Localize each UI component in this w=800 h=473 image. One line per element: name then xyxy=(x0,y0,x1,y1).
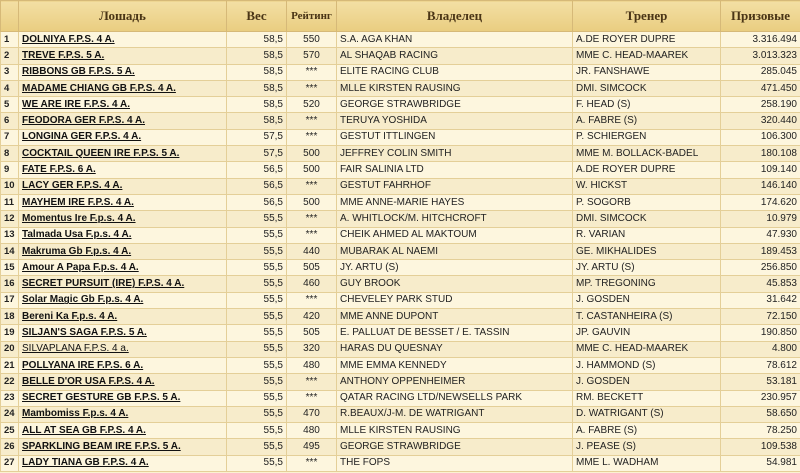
table-row xyxy=(1,80,800,96)
weight-cell: 55,5 xyxy=(227,292,287,308)
row-number: 21 xyxy=(1,357,19,373)
table-row xyxy=(1,374,800,390)
horse-cell xyxy=(19,423,227,439)
horse-name-link[interactable]: COCKTAIL QUEEN IRE F.P.S. 5 A. xyxy=(22,147,180,159)
trainer-cell: MME C. HEAD-MAAREK xyxy=(573,341,721,357)
prize-cell: 31.642 xyxy=(721,292,800,308)
table-row xyxy=(1,406,800,422)
table-row xyxy=(1,390,800,406)
horse-name-link[interactable]: SECRET PURSUIT (IRE) F.P.S. 4 A. xyxy=(22,278,185,290)
prize-cell: 58.650 xyxy=(721,406,800,422)
trainer-cell: A. FABRE (S) xyxy=(573,113,721,129)
prize-cell: 106.300 xyxy=(721,129,800,145)
weight-cell: 55,5 xyxy=(227,357,287,373)
horse-name-link[interactable]: TREVE F.P.S. 5 A. xyxy=(22,49,105,61)
rating-cell: *** xyxy=(287,227,337,243)
horse-name-link[interactable]: SILJAN'S SAGA F.P.S. 5 A. xyxy=(22,326,147,338)
table-header xyxy=(1,1,800,32)
horse-name-link[interactable]: FATE F.P.S. 6 A. xyxy=(22,164,96,176)
horse-cell xyxy=(19,64,227,80)
row-number: 15 xyxy=(1,260,19,276)
table-row xyxy=(1,309,800,325)
horse-name-link[interactable]: MADAME CHIANG GB F.P.S. 4 A. xyxy=(22,82,176,94)
trainer-cell: J. GOSDEN xyxy=(573,374,721,390)
rating-cell: 420 xyxy=(287,309,337,325)
rating-cell: 520 xyxy=(287,97,337,113)
owner-cell: MLLE KIRSTEN RAUSING xyxy=(337,80,573,96)
owner-cell: GEORGE STRAWBRIDGE xyxy=(337,97,573,113)
owner-cell: GESTUT ITTLINGEN xyxy=(337,129,573,145)
rating-cell: 505 xyxy=(287,325,337,341)
prize-cell: 54.981 xyxy=(721,455,800,471)
owner-cell: GUY BROOK xyxy=(337,276,573,292)
row-number: 19 xyxy=(1,325,19,341)
rating-cell: 500 xyxy=(287,162,337,178)
owner-cell: MME EMMA KENNEDY xyxy=(337,357,573,373)
table-row xyxy=(1,146,800,162)
prize-cell: 189.453 xyxy=(721,243,800,259)
owner-cell: QATAR RACING LTD/NEWSELLS PARK xyxy=(337,390,573,406)
horse-cell xyxy=(19,178,227,194)
rating-cell: *** xyxy=(287,374,337,390)
row-number: 1 xyxy=(1,32,19,48)
rating-cell: 470 xyxy=(287,406,337,422)
table-row xyxy=(1,243,800,259)
weight-cell: 57,5 xyxy=(227,129,287,145)
horse-name-link[interactable]: Amour A Papa F.p.s. 4 A. xyxy=(22,261,139,273)
row-number: 24 xyxy=(1,406,19,422)
row-number: 18 xyxy=(1,309,19,325)
weight-cell: 57,5 xyxy=(227,146,287,162)
table-row xyxy=(1,97,800,113)
horse-name-link[interactable]: SECRET GESTURE GB F.P.S. 5 A. xyxy=(22,392,181,404)
rating-cell: *** xyxy=(287,113,337,129)
prize-cell: 10.979 xyxy=(721,211,800,227)
trainer-cell: MP. TREGONING xyxy=(573,276,721,292)
horse-cell xyxy=(19,390,227,406)
rating-cell: 570 xyxy=(287,48,337,64)
owner-cell: ANTHONY OPPENHEIMER xyxy=(337,374,573,390)
weight-cell: 55,5 xyxy=(227,374,287,390)
trainer-cell: MME M. BOLLACK-BADEL xyxy=(573,146,721,162)
horse-name-link[interactable]: Solar Magic Gb F.p.s. 4 A. xyxy=(22,294,144,306)
row-number: 17 xyxy=(1,292,19,308)
prize-cell: 285.045 xyxy=(721,64,800,80)
rating-cell: 550 xyxy=(287,32,337,48)
prize-cell: 109.538 xyxy=(721,439,800,455)
horse-cell xyxy=(19,309,227,325)
header-horse: Лошадь xyxy=(19,1,227,32)
rating-cell: *** xyxy=(287,390,337,406)
row-number: 7 xyxy=(1,129,19,145)
horse-name-link[interactable]: Makruma Gb F.p.s. 4 A. xyxy=(22,245,132,257)
trainer-cell: MME L. WADHAM xyxy=(573,455,721,471)
prize-cell: 109.140 xyxy=(721,162,800,178)
table-row xyxy=(1,423,800,439)
table-row xyxy=(1,439,800,455)
table-row xyxy=(1,227,800,243)
header-prize: Призовые xyxy=(721,1,800,32)
horse-cell xyxy=(19,455,227,471)
trainer-cell: A.DE ROYER DUPRE xyxy=(573,32,721,48)
weight-cell: 55,5 xyxy=(227,341,287,357)
prize-cell: 146.140 xyxy=(721,178,800,194)
table-row xyxy=(1,260,800,276)
row-number: 25 xyxy=(1,423,19,439)
owner-cell: ELITE RACING CLUB xyxy=(337,64,573,80)
rating-cell: 495 xyxy=(287,439,337,455)
owner-cell: JEFFREY COLIN SMITH xyxy=(337,146,573,162)
row-number: 13 xyxy=(1,227,19,243)
weight-cell: 58,5 xyxy=(227,113,287,129)
horse-name-link[interactable]: Mambomiss F.p.s. 4 A. xyxy=(22,408,129,420)
weight-cell: 56,5 xyxy=(227,178,287,194)
table-row xyxy=(1,162,800,178)
row-number: 16 xyxy=(1,276,19,292)
row-number: 6 xyxy=(1,113,19,129)
horse-cell xyxy=(19,97,227,113)
trainer-cell: DMI. SIMCOCK xyxy=(573,211,721,227)
weight-cell: 56,5 xyxy=(227,194,287,210)
trainer-cell: DMI. SIMCOCK xyxy=(573,80,721,96)
horse-cell xyxy=(19,48,227,64)
weight-cell: 56,5 xyxy=(227,162,287,178)
horse-cell xyxy=(19,260,227,276)
horse-name-link[interactable]: LADY TIANA GB F.P.S. 4 A. xyxy=(22,457,149,469)
horse-cell xyxy=(19,357,227,373)
table-row xyxy=(1,325,800,341)
table-row xyxy=(1,178,800,194)
header-row xyxy=(1,1,800,32)
owner-cell: CHEIK AHMED AL MAKTOUM xyxy=(337,227,573,243)
header-weight: Вес xyxy=(227,1,287,32)
trainer-cell: JY. ARTU (S) xyxy=(573,260,721,276)
owner-cell: THE FOPS xyxy=(337,455,573,471)
prize-cell: 174.620 xyxy=(721,194,800,210)
table-row xyxy=(1,455,800,471)
horse-cell xyxy=(19,211,227,227)
trainer-cell: F. HEAD (S) xyxy=(573,97,721,113)
prize-cell: 3.316.494 xyxy=(721,32,800,48)
owner-cell: GESTUT FAHRHOF xyxy=(337,178,573,194)
row-number: 5 xyxy=(1,97,19,113)
trainer-cell: T. CASTANHEIRA (S) xyxy=(573,309,721,325)
horse-cell xyxy=(19,439,227,455)
horse-cell xyxy=(19,129,227,145)
trainer-cell: GE. MIKHALIDES xyxy=(573,243,721,259)
row-number: 3 xyxy=(1,64,19,80)
horse-cell xyxy=(19,406,227,422)
weight-cell: 55,5 xyxy=(227,439,287,455)
horse-name-link[interactable]: DOLNIYA F.P.S. 4 A. xyxy=(22,33,115,45)
header-rating: Рейтинг xyxy=(287,1,337,32)
trainer-cell: D. WATRIGANT (S) xyxy=(573,406,721,422)
rating-cell: 480 xyxy=(287,357,337,373)
owner-cell: CHEVELEY PARK STUD xyxy=(337,292,573,308)
horse-name-link[interactable]: FEODORA GER F.P.S. 4 A. xyxy=(22,115,145,127)
header-number xyxy=(1,1,19,32)
table-row xyxy=(1,211,800,227)
weight-cell: 58,5 xyxy=(227,48,287,64)
trainer-cell: P. SOGORB xyxy=(573,194,721,210)
owner-cell: MLLE KIRSTEN RAUSING xyxy=(337,423,573,439)
trainer-cell: MME C. HEAD-MAAREK xyxy=(573,48,721,64)
horse-cell xyxy=(19,341,227,357)
prize-cell: 47.930 xyxy=(721,227,800,243)
weight-cell: 55,5 xyxy=(227,211,287,227)
horse-cell xyxy=(19,292,227,308)
horse-name-link[interactable]: ALL AT SEA GB F.P.S. 4 A. xyxy=(22,424,146,436)
row-number: 27 xyxy=(1,455,19,471)
prize-cell: 180.108 xyxy=(721,146,800,162)
horse-cell xyxy=(19,325,227,341)
rating-cell: 500 xyxy=(287,146,337,162)
prize-cell: 72.150 xyxy=(721,309,800,325)
owner-cell: E. PALLUAT DE BESSET / E. TASSIN xyxy=(337,325,573,341)
weight-cell: 55,5 xyxy=(227,325,287,341)
table-row xyxy=(1,292,800,308)
table-row xyxy=(1,357,800,373)
table-row xyxy=(1,129,800,145)
table-row xyxy=(1,341,800,357)
weight-cell: 55,5 xyxy=(227,406,287,422)
weight-cell: 58,5 xyxy=(227,80,287,96)
weight-cell: 55,5 xyxy=(227,227,287,243)
table-row xyxy=(1,194,800,210)
weight-cell: 55,5 xyxy=(227,276,287,292)
horse-name-link[interactable]: Momentus Ire F.p.s. 4 A. xyxy=(22,212,136,224)
horse-name-link[interactable]: POLLYANA IRE F.P.S. 6 A. xyxy=(22,359,144,371)
rating-cell: *** xyxy=(287,455,337,471)
horse-cell xyxy=(19,374,227,390)
owner-cell: MME ANNE DUPONT xyxy=(337,309,573,325)
rating-cell: 500 xyxy=(287,194,337,210)
horse-name-link[interactable]: SPARKLING BEAM IRE F.P.S. 5 A. xyxy=(22,441,181,453)
trainer-cell: J. HAMMOND (S) xyxy=(573,357,721,373)
horse-cell xyxy=(19,32,227,48)
table-row xyxy=(1,48,800,64)
rating-cell: 440 xyxy=(287,243,337,259)
owner-cell: TERUYA YOSHIDA xyxy=(337,113,573,129)
prize-cell: 256.850 xyxy=(721,260,800,276)
row-number: 10 xyxy=(1,178,19,194)
owner-cell: AL SHAQAB RACING xyxy=(337,48,573,64)
horse-cell xyxy=(19,194,227,210)
trainer-cell: W. HICKST xyxy=(573,178,721,194)
row-number: 23 xyxy=(1,390,19,406)
rating-cell: *** xyxy=(287,292,337,308)
table-row xyxy=(1,64,800,80)
horse-name-link[interactable]: RIBBONS GB F.P.S. 5 A. xyxy=(22,66,135,78)
rating-cell: *** xyxy=(287,80,337,96)
row-number: 2 xyxy=(1,48,19,64)
prize-cell: 471.450 xyxy=(721,80,800,96)
trainer-cell: J. GOSDEN xyxy=(573,292,721,308)
rating-cell: 320 xyxy=(287,341,337,357)
header-owner: Владелец xyxy=(337,1,573,32)
owner-cell: MUBARAK AL NAEMI xyxy=(337,243,573,259)
horse-cell xyxy=(19,146,227,162)
horse-name-link[interactable]: Talmada Usa F.p.s. 4 A. xyxy=(22,229,132,241)
row-number: 26 xyxy=(1,439,19,455)
horse-cell xyxy=(19,227,227,243)
header-trainer: Тренер xyxy=(573,1,721,32)
horse-name-link[interactable]: LACY GER F.P.S. 4 A. xyxy=(22,180,123,192)
row-number: 9 xyxy=(1,162,19,178)
prize-cell: 190.850 xyxy=(721,325,800,341)
table-row xyxy=(1,32,800,48)
row-number: 22 xyxy=(1,374,19,390)
horse-name-link[interactable]: Bereni Ka F.p.s. 4 A. xyxy=(22,310,118,322)
trainer-cell: R. VARIAN xyxy=(573,227,721,243)
row-number: 11 xyxy=(1,194,19,210)
table-row xyxy=(1,113,800,129)
rating-cell: *** xyxy=(287,129,337,145)
rating-cell: 480 xyxy=(287,423,337,439)
horse-cell xyxy=(19,276,227,292)
prize-cell: 230.957 xyxy=(721,390,800,406)
prize-cell: 4.800 xyxy=(721,341,800,357)
owner-cell: GEORGE STRAWBRIDGE xyxy=(337,439,573,455)
row-number: 8 xyxy=(1,146,19,162)
horse-name-link[interactable]: BELLE D'OR USA F.P.S. 4 A. xyxy=(22,375,155,387)
rating-cell: *** xyxy=(287,178,337,194)
prize-cell: 78.612 xyxy=(721,357,800,373)
horse-name-link[interactable]: LONGINA GER F.P.S. 4 A. xyxy=(22,131,142,143)
owner-cell: HARAS DU QUESNAY xyxy=(337,341,573,357)
horse-name-link[interactable]: MAYHEM IRE F.P.S. 4 A. xyxy=(22,196,134,208)
horse-name-link[interactable]: WE ARE IRE F.P.S. 4 A. xyxy=(22,98,130,110)
weight-cell: 55,5 xyxy=(227,260,287,276)
trainer-cell: A. FABRE (S) xyxy=(573,423,721,439)
trainer-cell: JP. GAUVIN xyxy=(573,325,721,341)
weight-cell: 58,5 xyxy=(227,97,287,113)
owner-cell: A. WHITLOCK/M. HITCHCROFT xyxy=(337,211,573,227)
prize-cell: 320.440 xyxy=(721,113,800,129)
rating-cell: *** xyxy=(287,64,337,80)
rating-cell: 505 xyxy=(287,260,337,276)
row-number: 14 xyxy=(1,243,19,259)
weight-cell: 55,5 xyxy=(227,423,287,439)
owner-cell: S.A. AGA KHAN xyxy=(337,32,573,48)
row-number: 20 xyxy=(1,341,19,357)
prize-cell: 78.250 xyxy=(721,423,800,439)
horse-cell xyxy=(19,113,227,129)
weight-cell: 58,5 xyxy=(227,32,287,48)
row-number: 12 xyxy=(1,211,19,227)
trainer-cell: RM. BECKETT xyxy=(573,390,721,406)
horse-name-link[interactable]: SILVAPLANA F.P.S. 4 a. xyxy=(22,343,129,355)
table-body xyxy=(1,32,800,472)
horse-cell xyxy=(19,162,227,178)
prize-cell: 53.181 xyxy=(721,374,800,390)
prize-cell: 3.013.323 xyxy=(721,48,800,64)
trainer-cell: J. PEASE (S) xyxy=(573,439,721,455)
prize-cell: 258.190 xyxy=(721,97,800,113)
owner-cell: FAIR SALINIA LTD xyxy=(337,162,573,178)
trainer-cell: A.DE ROYER DUPRE xyxy=(573,162,721,178)
trainer-cell: JR. FANSHAWE xyxy=(573,64,721,80)
horse-cell xyxy=(19,80,227,96)
weight-cell: 55,5 xyxy=(227,455,287,471)
row-number: 4 xyxy=(1,80,19,96)
horse-cell xyxy=(19,243,227,259)
table-row xyxy=(1,276,800,292)
rating-cell: 460 xyxy=(287,276,337,292)
weight-cell: 58,5 xyxy=(227,64,287,80)
weight-cell: 55,5 xyxy=(227,243,287,259)
owner-cell: MME ANNE-MARIE HAYES xyxy=(337,194,573,210)
weight-cell: 55,5 xyxy=(227,309,287,325)
rating-cell: *** xyxy=(287,211,337,227)
prize-cell: 45.853 xyxy=(721,276,800,292)
owner-cell: R.BEAUX/J-M. DE WATRIGANT xyxy=(337,406,573,422)
weight-cell: 55,5 xyxy=(227,390,287,406)
owner-cell: JY. ARTU (S) xyxy=(337,260,573,276)
trainer-cell: P. SCHIERGEN xyxy=(573,129,721,145)
